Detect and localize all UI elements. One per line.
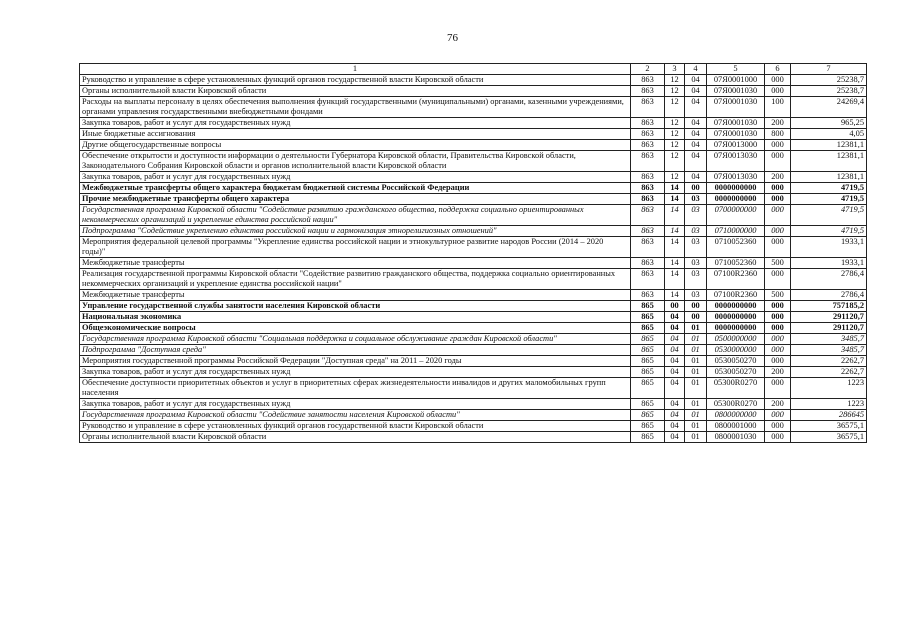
budget-table (79, 63, 867, 443)
target-article-cell: 0800001030 (707, 432, 765, 443)
department-code-cell: 863 (631, 258, 665, 269)
subsection-code-cell: 04 (685, 86, 707, 97)
subsection-code-cell: 00 (685, 183, 707, 194)
table-row (80, 345, 867, 356)
section-code-cell: 12 (665, 129, 685, 140)
department-code-cell: 865 (631, 421, 665, 432)
expense-type-cell: 000 (765, 432, 791, 443)
table-row (80, 410, 867, 421)
department-code-cell: 865 (631, 312, 665, 323)
department-code-cell: 863 (631, 172, 665, 183)
subsection-code-cell: 04 (685, 118, 707, 129)
amount-cell: 965,25 (791, 118, 867, 129)
subsection-code-cell: 04 (685, 75, 707, 86)
section-code-cell: 04 (665, 399, 685, 410)
subsection-code-cell: 03 (685, 258, 707, 269)
amount-cell: 1933,1 (791, 258, 867, 269)
table-row (80, 237, 867, 258)
section-code-cell: 14 (665, 226, 685, 237)
department-code-cell: 863 (631, 97, 665, 118)
target-article-cell: 0530000000 (707, 345, 765, 356)
target-article-cell: 07Я0001030 (707, 97, 765, 118)
row-name-cell: Управление государственной службы занятости населения Кировской области (80, 301, 631, 312)
table-row (80, 75, 867, 86)
target-article-cell: 05300R0270 (707, 378, 765, 399)
target-article-cell: 0710052360 (707, 237, 765, 258)
amount-cell: 3485,7 (791, 345, 867, 356)
amount-cell: 25238,7 (791, 86, 867, 97)
target-article-cell: 0800001000 (707, 421, 765, 432)
header-cell: 3 (665, 64, 685, 75)
expense-type-cell: 100 (765, 97, 791, 118)
subsection-code-cell: 03 (685, 269, 707, 290)
section-code-cell: 12 (665, 86, 685, 97)
target-article-cell: 0530050270 (707, 367, 765, 378)
target-article-cell: 0000000000 (707, 323, 765, 334)
section-code-cell: 04 (665, 312, 685, 323)
row-name-cell: Другие общегосударственные вопросы (80, 140, 631, 151)
section-code-cell: 14 (665, 290, 685, 301)
department-code-cell: 863 (631, 205, 665, 226)
department-code-cell: 863 (631, 183, 665, 194)
section-code-cell: 12 (665, 118, 685, 129)
amount-cell: 291120,7 (791, 323, 867, 334)
row-name-cell: Межбюджетные трансферты (80, 290, 631, 301)
department-code-cell: 863 (631, 86, 665, 97)
row-name-cell: Межбюджетные трансферты (80, 258, 631, 269)
table-row (80, 378, 867, 399)
expense-type-cell: 000 (765, 205, 791, 226)
section-code-cell: 04 (665, 356, 685, 367)
amount-cell: 2786,4 (791, 290, 867, 301)
amount-cell: 4719,5 (791, 194, 867, 205)
target-article-cell: 0500000000 (707, 334, 765, 345)
header-cell: 2 (631, 64, 665, 75)
section-code-cell: 04 (665, 323, 685, 334)
expense-type-cell: 000 (765, 140, 791, 151)
subsection-code-cell: 01 (685, 356, 707, 367)
expense-type-cell: 500 (765, 290, 791, 301)
department-code-cell: 865 (631, 345, 665, 356)
expense-type-cell: 000 (765, 151, 791, 172)
table-row (80, 334, 867, 345)
table-row (80, 399, 867, 410)
expense-type-cell: 000 (765, 301, 791, 312)
subsection-code-cell: 04 (685, 129, 707, 140)
amount-cell: 4719,5 (791, 226, 867, 237)
row-name-cell: Государственная программа Кировской области "Содействие занятости населения Кировской области" (80, 410, 631, 421)
department-code-cell: 863 (631, 237, 665, 258)
table-row (80, 301, 867, 312)
department-code-cell: 865 (631, 410, 665, 421)
table-row (80, 151, 867, 172)
target-article-cell: 07Я0001030 (707, 86, 765, 97)
table-row (80, 172, 867, 183)
section-code-cell: 04 (665, 367, 685, 378)
section-code-cell: 14 (665, 269, 685, 290)
expense-type-cell: 000 (765, 86, 791, 97)
amount-cell: 2262,7 (791, 356, 867, 367)
department-code-cell: 865 (631, 334, 665, 345)
section-code-cell: 14 (665, 258, 685, 269)
subsection-code-cell: 01 (685, 345, 707, 356)
header-cell: 7 (791, 64, 867, 75)
target-article-cell: 05300R0270 (707, 399, 765, 410)
department-code-cell: 863 (631, 129, 665, 140)
target-article-cell: 07100R2360 (707, 269, 765, 290)
row-name-cell: Органы исполнительной власти Кировской области (80, 432, 631, 443)
row-name-cell: Обеспечение открытости и доступности информации о деятельности Губернатора Кировской области, Правительства Кировской области, Законодательного Собрания Кировской области и органов исполнительной власти Кировской области (80, 151, 631, 172)
subsection-code-cell: 01 (685, 399, 707, 410)
expense-type-cell: 000 (765, 323, 791, 334)
department-code-cell: 865 (631, 301, 665, 312)
table-row (80, 205, 867, 226)
subsection-code-cell: 04 (685, 172, 707, 183)
header-cell: 1 (80, 64, 631, 75)
amount-cell: 1223 (791, 378, 867, 399)
row-name-cell: Государственная программа Кировской области "Социальная поддержка и социальное обслуживание граждан Кировской области" (80, 334, 631, 345)
subsection-code-cell: 03 (685, 205, 707, 226)
row-name-cell: Прочие межбюджетные трансферты общего характера (80, 194, 631, 205)
section-code-cell: 14 (665, 237, 685, 258)
department-code-cell: 865 (631, 323, 665, 334)
table-row (80, 86, 867, 97)
section-code-cell: 14 (665, 194, 685, 205)
table-row (80, 118, 867, 129)
target-article-cell: 07Я0001000 (707, 75, 765, 86)
section-code-cell: 04 (665, 410, 685, 421)
table-row (80, 367, 867, 378)
subsection-code-cell: 01 (685, 323, 707, 334)
row-name-cell: Реализация государственной программы Кировской области "Содействие развитию гражданского общества, поддержка социально ориентированных некоммерческих организаций и укрепление единства российской нации" (80, 269, 631, 290)
row-name-cell: Государственная программа Кировской области "Содействие развитию гражданского общества, поддержка социально ориентированных некоммерческих организаций и укрепление единства российской нации" (80, 205, 631, 226)
table-row (80, 194, 867, 205)
table-row (80, 140, 867, 151)
table-row (80, 129, 867, 140)
subsection-code-cell: 01 (685, 432, 707, 443)
expense-type-cell: 200 (765, 399, 791, 410)
expense-type-cell: 000 (765, 75, 791, 86)
table-row (80, 356, 867, 367)
subsection-code-cell: 01 (685, 378, 707, 399)
header-cell: 4 (685, 64, 707, 75)
amount-cell: 36575,1 (791, 432, 867, 443)
subsection-code-cell: 03 (685, 290, 707, 301)
expense-type-cell: 200 (765, 118, 791, 129)
section-code-cell: 04 (665, 334, 685, 345)
expense-type-cell: 000 (765, 421, 791, 432)
department-code-cell: 865 (631, 356, 665, 367)
section-code-cell: 14 (665, 205, 685, 226)
department-code-cell: 865 (631, 432, 665, 443)
department-code-cell: 863 (631, 75, 665, 86)
subsection-code-cell: 00 (685, 301, 707, 312)
subsection-code-cell: 01 (685, 410, 707, 421)
row-name-cell: Закупка товаров, работ и услуг для государственных нужд (80, 399, 631, 410)
department-code-cell: 865 (631, 367, 665, 378)
target-article-cell: 0000000000 (707, 194, 765, 205)
amount-cell: 12381,1 (791, 140, 867, 151)
amount-cell: 12381,1 (791, 151, 867, 172)
section-code-cell: 00 (665, 301, 685, 312)
table-row (80, 258, 867, 269)
target-article-cell: 07100R2360 (707, 290, 765, 301)
table-row (80, 269, 867, 290)
target-article-cell: 07Я0013030 (707, 172, 765, 183)
department-code-cell: 863 (631, 140, 665, 151)
amount-cell: 25238,7 (791, 75, 867, 86)
expense-type-cell: 000 (765, 226, 791, 237)
target-article-cell: 0000000000 (707, 301, 765, 312)
subsection-code-cell: 03 (685, 237, 707, 258)
department-code-cell: 863 (631, 290, 665, 301)
subsection-code-cell: 00 (685, 312, 707, 323)
row-name-cell: Расходы на выплаты персоналу в целях обеспечения выполнения функций государственными (муниципальными) органами, казенными учреждениями, органами управления государственными внебюджетными фондами (80, 97, 631, 118)
section-code-cell: 04 (665, 432, 685, 443)
row-name-cell: Иные бюджетные ассигнования (80, 129, 631, 140)
subsection-code-cell: 01 (685, 421, 707, 432)
subsection-code-cell: 01 (685, 367, 707, 378)
table-row (80, 323, 867, 334)
amount-cell: 2262,7 (791, 367, 867, 378)
table-row (80, 312, 867, 323)
expense-type-cell: 000 (765, 183, 791, 194)
amount-cell: 291120,7 (791, 312, 867, 323)
row-name-cell: Подпрограмма "Содействие укреплению единства российской нации и гармонизация этнорелигиозных отношений" (80, 226, 631, 237)
amount-cell: 4719,5 (791, 183, 867, 194)
subsection-code-cell: 03 (685, 194, 707, 205)
expense-type-cell: 000 (765, 356, 791, 367)
expense-type-cell: 000 (765, 334, 791, 345)
amount-cell: 24269,4 (791, 97, 867, 118)
target-article-cell: 07Я0001030 (707, 129, 765, 140)
table-row (80, 432, 867, 443)
row-name-cell: Закупка товаров, работ и услуг для государственных нужд (80, 118, 631, 129)
department-code-cell: 865 (631, 378, 665, 399)
department-code-cell: 863 (631, 226, 665, 237)
section-code-cell: 04 (665, 345, 685, 356)
section-code-cell: 12 (665, 140, 685, 151)
expense-type-cell: 200 (765, 172, 791, 183)
expense-type-cell: 000 (765, 312, 791, 323)
target-article-cell: 07Я0001030 (707, 118, 765, 129)
row-name-cell: Межбюджетные трансферты общего характера бюджетам бюджетной системы Российской Федерации (80, 183, 631, 194)
header-row (80, 64, 867, 75)
section-code-cell: 12 (665, 151, 685, 172)
subsection-code-cell: 04 (685, 140, 707, 151)
expense-type-cell: 200 (765, 367, 791, 378)
amount-cell: 2786,4 (791, 269, 867, 290)
table-row (80, 183, 867, 194)
row-name-cell: Руководство и управление в сфере установленных функций органов государственной власти Кировской области (80, 75, 631, 86)
target-article-cell: 0700000000 (707, 205, 765, 226)
section-code-cell: 12 (665, 97, 685, 118)
amount-cell: 286645 (791, 410, 867, 421)
section-code-cell: 04 (665, 378, 685, 399)
row-name-cell: Закупка товаров, работ и услуг для государственных нужд (80, 367, 631, 378)
expense-type-cell: 000 (765, 410, 791, 421)
expense-type-cell: 000 (765, 345, 791, 356)
header-cell: 6 (765, 64, 791, 75)
amount-cell: 3485,7 (791, 334, 867, 345)
target-article-cell: 07Я0013030 (707, 151, 765, 172)
table-row (80, 226, 867, 237)
row-name-cell: Закупка товаров, работ и услуг для государственных нужд (80, 172, 631, 183)
expense-type-cell: 800 (765, 129, 791, 140)
target-article-cell: 0800000000 (707, 410, 765, 421)
target-article-cell: 0000000000 (707, 312, 765, 323)
table-row (80, 290, 867, 301)
amount-cell: 36575,1 (791, 421, 867, 432)
row-name-cell: Обеспечение доступности приоритетных объектов и услуг в приоритетных сферах жизнедеятельности инвалидов и других маломобильных групп населения (80, 378, 631, 399)
expense-type-cell: 000 (765, 378, 791, 399)
amount-cell: 1933,1 (791, 237, 867, 258)
department-code-cell: 863 (631, 194, 665, 205)
section-code-cell: 14 (665, 183, 685, 194)
row-name-cell: Руководство и управление в сфере установленных функций органов государственной власти Кировской области (80, 421, 631, 432)
section-code-cell: 12 (665, 75, 685, 86)
department-code-cell: 863 (631, 269, 665, 290)
row-name-cell: Органы исполнительной власти Кировской области (80, 86, 631, 97)
subsection-code-cell: 04 (685, 151, 707, 172)
expense-type-cell: 000 (765, 194, 791, 205)
target-article-cell: 0000000000 (707, 183, 765, 194)
row-name-cell: Национальная экономика (80, 312, 631, 323)
subsection-code-cell: 04 (685, 97, 707, 118)
table-row (80, 97, 867, 118)
target-article-cell: 07Я0013000 (707, 140, 765, 151)
amount-cell: 757185,2 (791, 301, 867, 312)
row-name-cell: Мероприятия федеральной целевой программы "Укрепление единства российской нации и этнокультурное развитие народов России (2014 – 2020 годы)" (80, 237, 631, 258)
target-article-cell: 0710052360 (707, 258, 765, 269)
header-cell: 5 (707, 64, 765, 75)
amount-cell: 4,05 (791, 129, 867, 140)
target-article-cell: 0710000000 (707, 226, 765, 237)
expense-type-cell: 500 (765, 258, 791, 269)
expense-type-cell: 000 (765, 237, 791, 258)
expense-type-cell: 000 (765, 269, 791, 290)
section-code-cell: 04 (665, 421, 685, 432)
target-article-cell: 0530050270 (707, 356, 765, 367)
department-code-cell: 863 (631, 151, 665, 172)
amount-cell: 4719,5 (791, 205, 867, 226)
subsection-code-cell: 03 (685, 226, 707, 237)
department-code-cell: 863 (631, 118, 665, 129)
table-row (80, 421, 867, 432)
amount-cell: 12381,1 (791, 172, 867, 183)
department-code-cell: 865 (631, 399, 665, 410)
subsection-code-cell: 01 (685, 334, 707, 345)
row-name-cell: Подпрограмма "Доступная среда" (80, 345, 631, 356)
section-code-cell: 12 (665, 172, 685, 183)
amount-cell: 1223 (791, 399, 867, 410)
page-number: 76 (447, 32, 458, 44)
row-name-cell: Мероприятия государственной программы Российской Федерации "Доступная среда" на 2011 – 2020 годы (80, 356, 631, 367)
row-name-cell: Общеэкономические вопросы (80, 323, 631, 334)
